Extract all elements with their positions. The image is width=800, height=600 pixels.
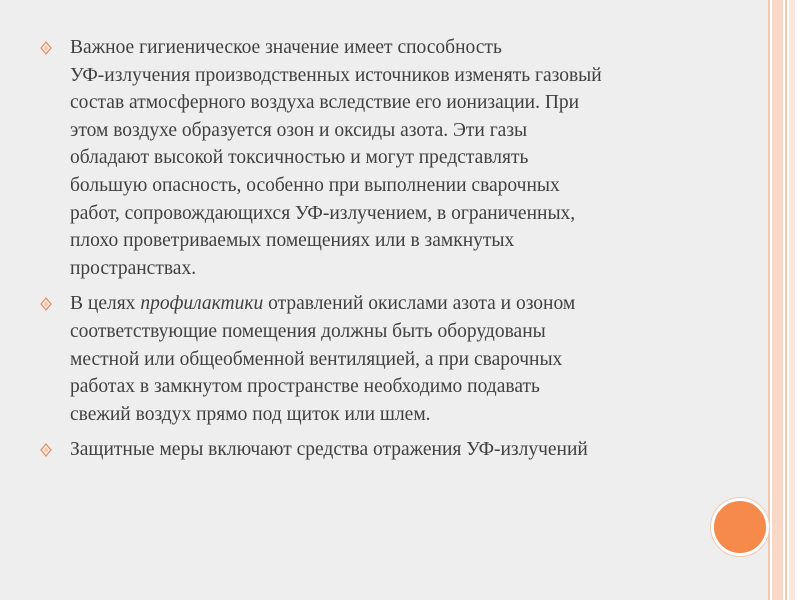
paragraph-line: работах в замкнутом пространстве необходимо подавать [70,376,540,398]
bullet-paragraph-2 [40,290,760,428]
paragraph-line: УФ-излучения производственных источников изменять газовый [70,64,602,86]
paragraph-line: этом воздухе образуется озон и оксиды азота. Эти газы [70,119,528,141]
text-run: В целях [70,293,141,315]
paragraph-line: плохо проветриваемых помещениях или в замкнутых [70,230,515,252]
italic-term: профилактики [140,293,264,315]
decorative-stripe [789,0,795,600]
diamond-bullet-icon [40,41,52,55]
decorative-circle [711,498,769,556]
decorative-stripe [785,0,787,600]
paragraph-line: местной или общеобменной вентиляцией, а при сварочных [70,348,563,370]
decorative-stripe [772,0,783,600]
paragraph-line: Важное гигиеническое значение имеет способность [70,37,502,58]
decorative-stripe [768,0,770,600]
paragraph-line: большую опасность, особенно при выполнении сварочных [70,174,560,196]
paragraph-line: Защитные меры включают средства отражения УФ-излучений [70,439,588,461]
paragraph-line: пространствах. [70,257,197,279]
paragraph-line: состав атмосферного воздуха вследствие его ионизации. При [70,92,580,114]
paragraph-line: работ, сопровождающихся УФ-излучением, в ограниченных, [70,202,576,224]
diamond-bullet-icon [40,297,52,311]
bullet-list [40,34,760,472]
paragraph-line: соответствующие помещения должны быть оборудованы [70,320,546,342]
paragraph-line: обладают высокой токсичностью и могут представлять [70,147,529,169]
diamond-bullet-icon [40,443,52,457]
bullet-paragraph-3 [40,436,760,464]
paragraph-first-line [70,290,760,318]
bullet-paragraph-1 [40,34,760,282]
text-run: отравлений окислами азота и озоном [263,293,576,315]
paragraph-line: свежий воздух прямо под щиток или шлем. [70,403,431,425]
